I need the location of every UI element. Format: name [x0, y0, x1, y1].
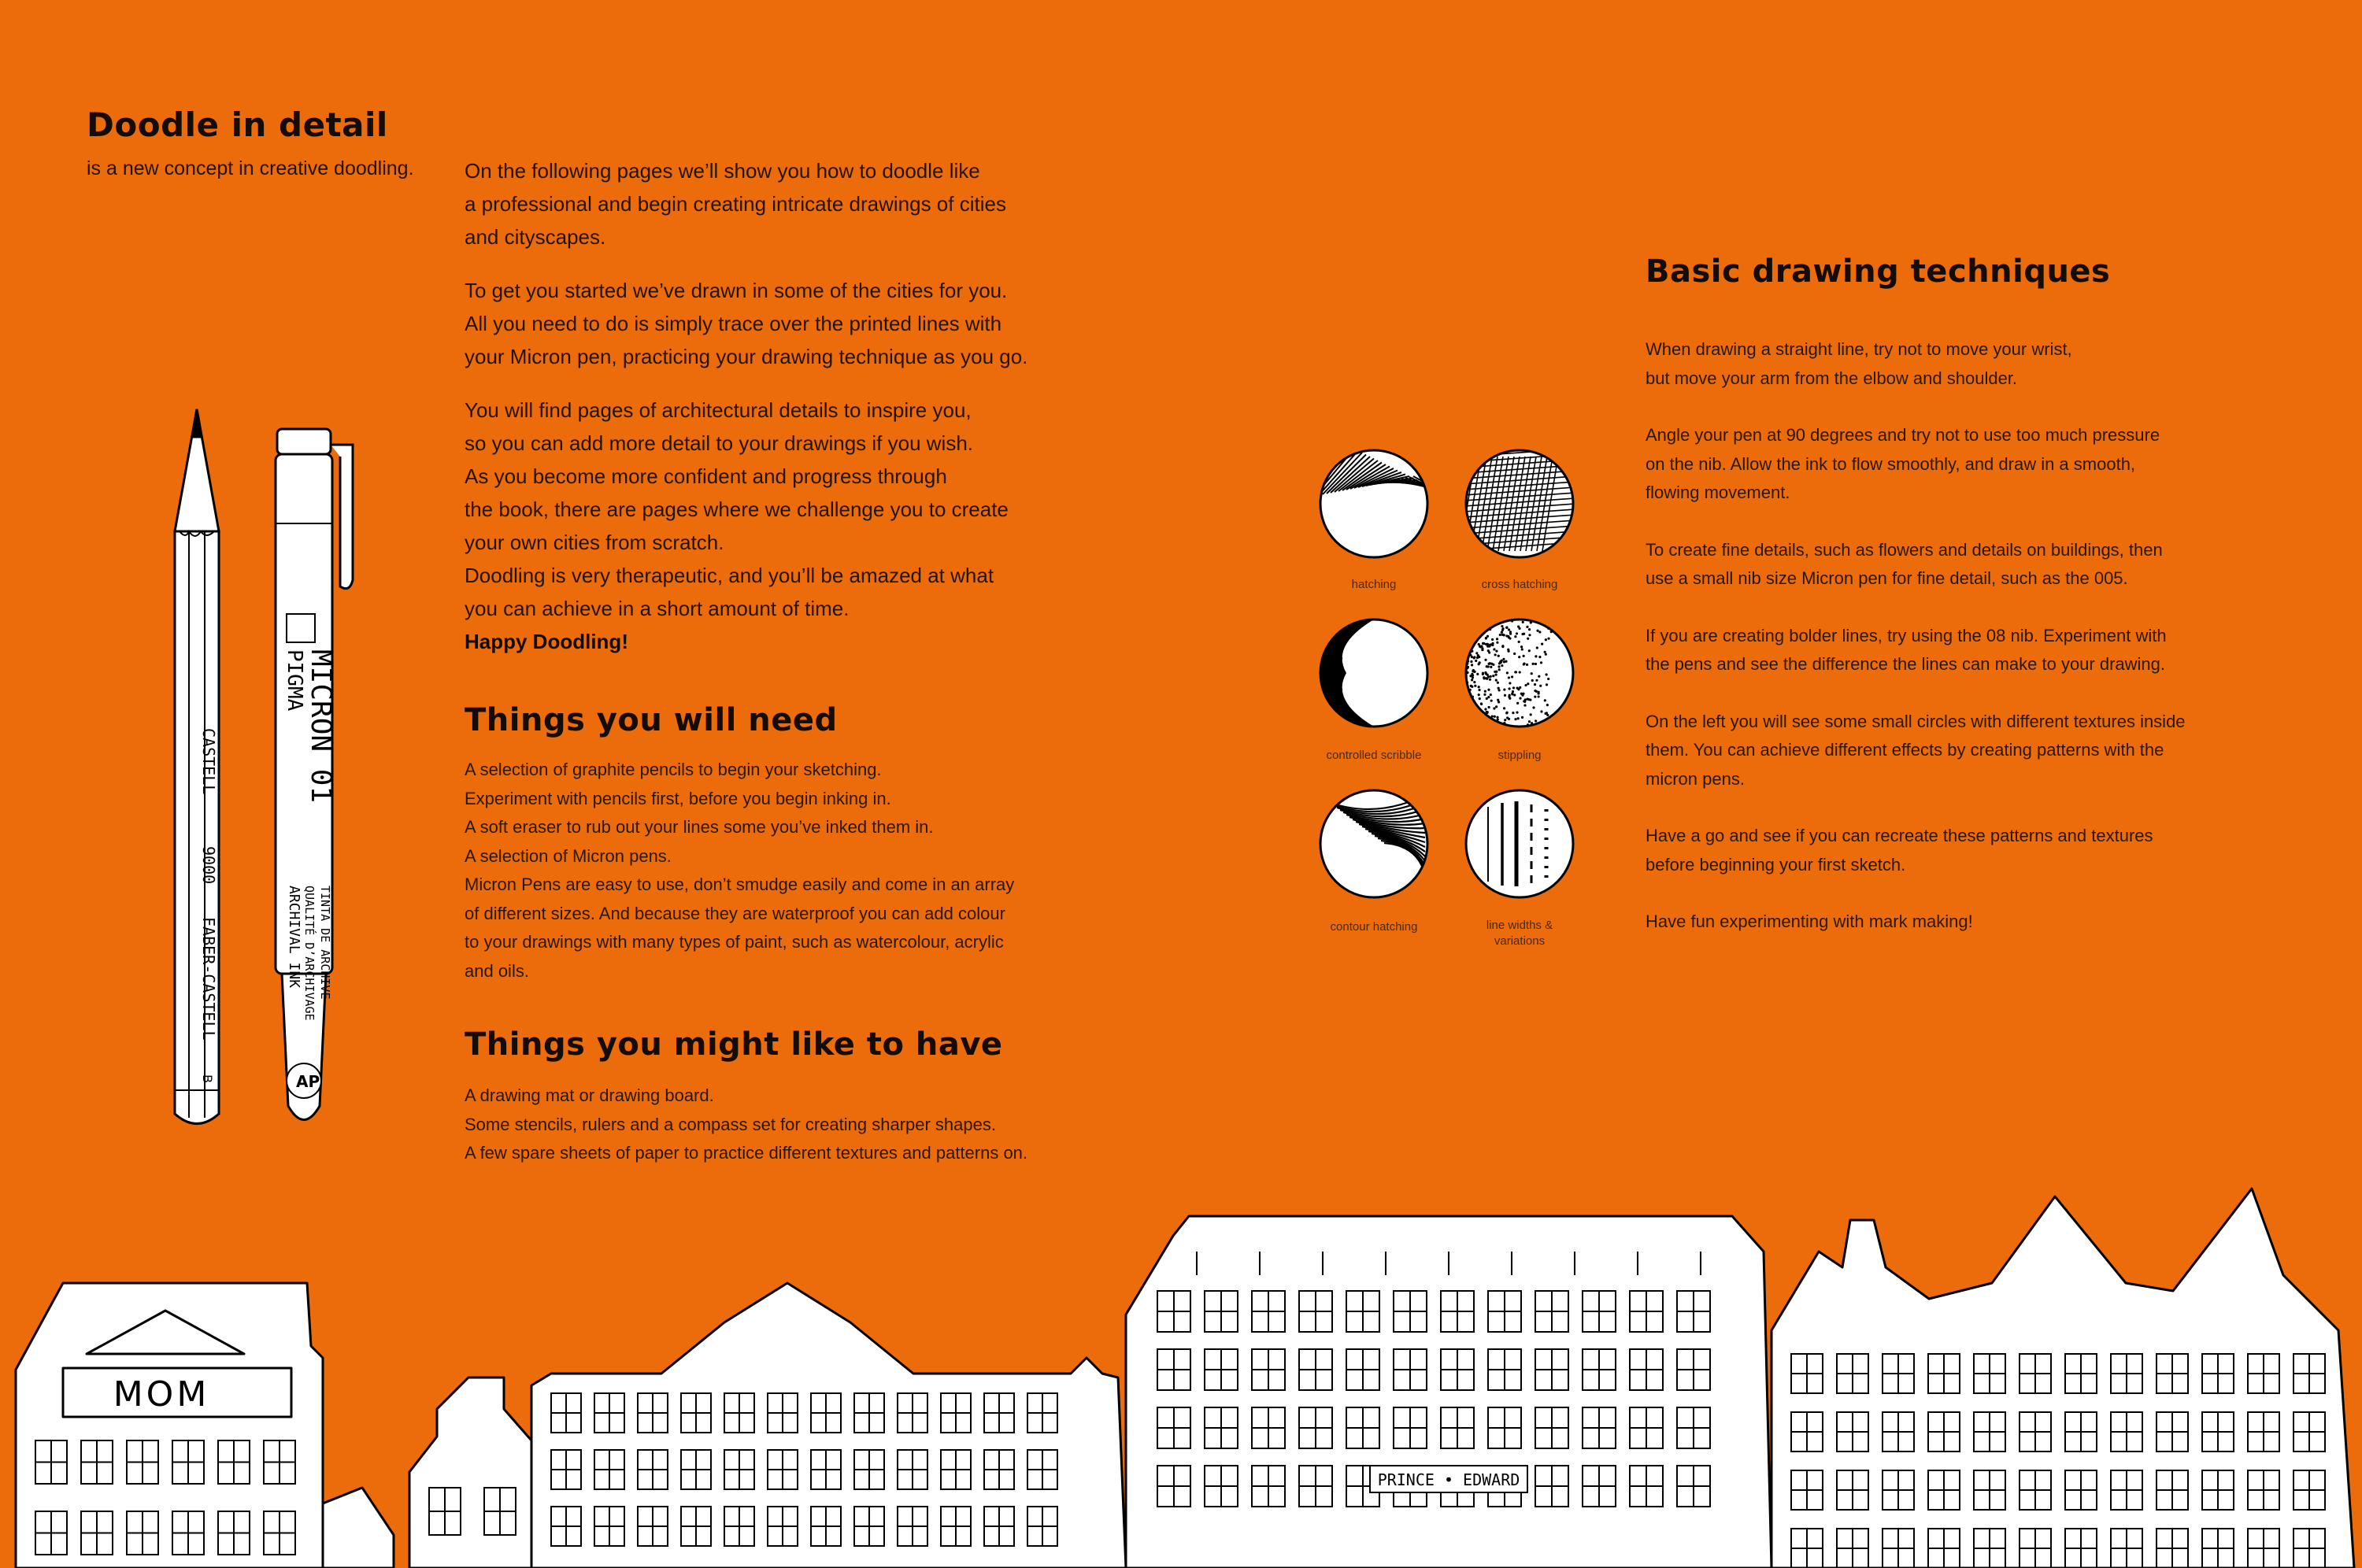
pen-logo: AP — [296, 1072, 320, 1091]
intro-text — [465, 154, 1079, 679]
sample-label-line-widths: line widths & variations — [1486, 919, 1553, 948]
intro-paragraph-2 — [465, 274, 1079, 373]
hatching-icon — [1315, 449, 1453, 557]
pencil-and-pen-illustration — [157, 398, 378, 1141]
list-item: of different sizes. And because they are waterproof you can add colour — [465, 903, 1005, 923]
list-item: A drawing mat or drawing board. — [465, 1085, 714, 1105]
need-title: Things you will need — [465, 702, 838, 738]
pen-ink-1: ARCHIVAL INK — [286, 886, 302, 989]
technique-paragraph: To create fine details, such as flowers and details on buildings, then use a small nib size Micron pen for fine detail, such as the 005. — [1646, 539, 2163, 588]
technique-paragraph: When drawing a straight line, try not to move your wrist, but move your arm from the elbow and shoulder. — [1646, 339, 2072, 388]
pencil-brand-3: FABER-CASTELL — [199, 917, 218, 1041]
list-item: and oils. — [465, 960, 529, 981]
intro-line: You will find pages of architectural details to inspire you, — [465, 398, 972, 422]
intro-paragraph-1 — [465, 154, 1079, 253]
intro-line: your Micron pen, practicing your drawing technique as you go. — [465, 345, 1028, 368]
sign-mom: MOM — [113, 1374, 210, 1415]
pencil-brand-2: 9000 — [199, 846, 218, 885]
intro-line: Doodling is very therapeutic, and you’ll be amazed at what — [465, 564, 994, 587]
list-item: A selection of graphite pencils to begin your sketching. — [465, 760, 882, 779]
might-list — [465, 1082, 1027, 1168]
might-title: Things you might like to have — [465, 1026, 1003, 1063]
techniques-text — [1646, 335, 2307, 965]
technique-paragraph: Angle your pen at 90 degrees and try not to use too much pressure on the nib. Allow the ink to flow smoothly, and draw in a smooth, flowing movement. — [1646, 425, 2160, 502]
contour-hatching-icon — [1320, 790, 1427, 897]
list-item: A soft eraser to rub out your lines some you’ve inked them in. — [465, 817, 934, 837]
list-item: Micron Pens are easy to use, don’t smudge easily and come in an array — [465, 875, 1015, 894]
cross-hatching-icon — [1449, 449, 1575, 557]
scribble-icon — [1320, 619, 1427, 803]
technique-samples — [1307, 449, 1590, 968]
technique-paragraph: On the left you will see some small circles with different textures inside them. You can achieve different effects by creating patterns with the micron pens. — [1646, 711, 2186, 789]
intro-title: Doodle in detail — [87, 105, 388, 144]
stippling-icon — [1464, 619, 1573, 728]
building-theatre — [531, 1283, 1126, 1568]
sample-label-contour-hatching: contour hatching — [1330, 920, 1418, 934]
intro-line: All you need to do is simply trace over the printed lines with — [465, 312, 1002, 335]
technique-paragraph: Have fun experimenting with mark making! — [1646, 912, 1973, 931]
intro-line: your own cities from scratch. — [465, 531, 724, 554]
intro-line: and cityscapes. — [465, 225, 606, 249]
intro-line: As you become more confident and progress through — [465, 464, 947, 488]
sample-label-controlled-scribble: controlled scribble — [1326, 749, 1422, 762]
list-item: Experiment with pencils first, before you begin inking in. — [465, 788, 891, 808]
intro-subtitle: is a new concept in creative doodling. — [87, 157, 414, 179]
pencil-grade: B — [200, 1074, 215, 1083]
technique-paragraph: If you are creating bolder lines, try using the 08 nib. Experiment with the pens and see the difference the lines can make to your drawing. — [1646, 625, 2167, 674]
pen-model: MICRON 01 — [305, 649, 337, 804]
city-skyline-illustration — [0, 1173, 2362, 1568]
techniques-title: Basic drawing techniques — [1646, 253, 2111, 290]
building-mom — [16, 1283, 323, 1568]
sample-label-stippling: stippling — [1498, 749, 1542, 762]
intro-line: a professional and begin creating intricate drawings of cities — [465, 192, 1006, 216]
need-list — [465, 756, 1014, 986]
pencil-brand-1: CASTELL — [199, 728, 218, 795]
pen-ink-2: QUALITÉ D’ARCHIVAGE — [302, 886, 317, 1021]
intro-paragraph-3 — [465, 394, 1079, 658]
list-item: A selection of Micron pens. — [465, 845, 672, 866]
pen-brand: PIGMA — [283, 649, 306, 712]
line-widths-icon — [1466, 790, 1573, 897]
sample-label-hatching: hatching — [1351, 578, 1397, 591]
intro-line: On the following pages we’ll show you how to doodle like — [465, 159, 980, 183]
intro-line: you can achieve in a short amount of time. — [465, 597, 850, 620]
list-item: to your drawings with many types of paint, such as watercolour, acrylic — [465, 932, 1004, 952]
intro-line: so you can add more detail to your drawings if you wish. — [465, 431, 974, 455]
intro-line: the book, there are pages where we challenge you to create — [465, 497, 1009, 521]
sample-label-cross-hatching: cross hatching — [1481, 578, 1558, 591]
building-tudor — [1772, 1189, 2354, 1568]
technique-paragraph: Have a go and see if you can recreate these patterns and textures before beginning your first sketch. — [1646, 826, 2153, 875]
pen-ink-3: TINTA DE ARCHIVE — [318, 886, 332, 1000]
list-item: Some stencils, rulers and a compass set for creating sharper shapes. — [465, 1114, 996, 1134]
intro-line: To get you started we’ve drawn in some of the cities for you. — [465, 279, 1008, 302]
intro-signoff: Happy Doodling! — [465, 630, 628, 653]
sign-prince-edward: PRINCE • EDWARD — [1377, 1470, 1520, 1489]
list-item: A few spare sheets of paper to practice different textures and patterns on. — [465, 1143, 1028, 1163]
building-gable — [409, 1378, 531, 1568]
